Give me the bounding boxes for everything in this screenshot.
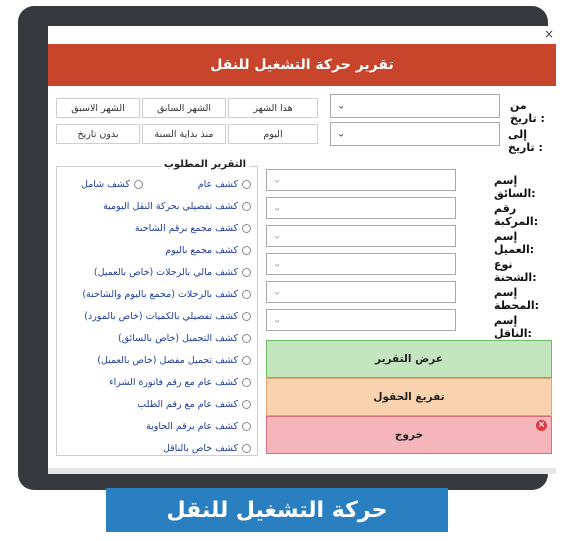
- radio-icon[interactable]: [242, 246, 251, 255]
- radio-icon[interactable]: [242, 378, 251, 387]
- report-option-quantities-supplier[interactable]: كشف تفصيلي بالكميات (خاص بالمورد): [84, 311, 251, 322]
- chevron-down-icon: ⌄: [337, 100, 346, 112]
- radio-icon[interactable]: [242, 202, 251, 211]
- today-button[interactable]: اليوم: [228, 124, 318, 144]
- show-report-button[interactable]: عرض التقرير: [266, 340, 552, 378]
- radio-icon[interactable]: [242, 180, 251, 189]
- chevron-down-icon: ⌄: [273, 286, 282, 298]
- report-type-group: [56, 159, 258, 456]
- window-close-icon[interactable]: ×: [543, 27, 554, 41]
- report-option-financial-customer[interactable]: كشف مالي بالرحلات (خاص بالعميل): [94, 267, 251, 278]
- radio-icon[interactable]: [242, 334, 251, 343]
- radio-icon[interactable]: [242, 224, 251, 233]
- chevron-down-icon: ⌄: [337, 128, 346, 140]
- device-frame: [18, 6, 554, 490]
- report-group-title: التقرير المطلوب: [161, 159, 249, 170]
- to-date-label: إلى تاريخ :: [508, 128, 543, 154]
- radio-icon[interactable]: [242, 312, 251, 321]
- carrier-label: إسم الناقل:: [494, 314, 532, 340]
- radio-icon[interactable]: [242, 422, 251, 431]
- previous-month-button[interactable]: الشهر السابق: [142, 98, 226, 118]
- close-circle-icon: ×: [537, 420, 546, 430]
- radio-icon[interactable]: [242, 290, 251, 299]
- from-date-label: من تاريخ :: [510, 99, 545, 125]
- month-before-previous-button[interactable]: الشهر الاسبق: [56, 98, 140, 118]
- window-bottom-strip: [48, 468, 556, 474]
- report-option-trips-day-truck[interactable]: كشف بالرحلات (مجمع باليوم والشاحنة): [82, 289, 251, 300]
- report-option-carrier[interactable]: كشف خاص بالناقل: [163, 443, 251, 454]
- report-option-by-day[interactable]: كشف مجمع باليوم: [165, 245, 251, 256]
- shipment-type-label: نوع الشحنة:: [494, 258, 537, 284]
- from-date-combo[interactable]: [330, 94, 500, 118]
- this-month-button[interactable]: هذا الشهر: [228, 98, 318, 118]
- radio-icon[interactable]: [134, 180, 143, 189]
- chevron-down-icon: ⌄: [273, 258, 282, 270]
- customer-combo[interactable]: [266, 225, 456, 247]
- customer-label: إسم العميل:: [494, 230, 535, 256]
- report-option-daily-detail[interactable]: كشف تفصيلي بحركة النقل اليومية: [103, 201, 251, 212]
- exit-label: خروج: [394, 429, 424, 441]
- station-combo[interactable]: [266, 281, 456, 303]
- report-option-loading-customer[interactable]: كشف تحميل مفصل (خاص بالعميل): [97, 355, 251, 366]
- shipment-type-combo[interactable]: [266, 253, 456, 275]
- driver-label: إسم السائق:: [494, 174, 536, 200]
- no-date-button[interactable]: بدون تاريخ: [56, 124, 140, 144]
- report-option-loading-driver[interactable]: كشف التحميل (خاص بالسائق): [118, 333, 251, 344]
- feature-banner: حركة التشغيل للنقل: [106, 488, 448, 532]
- radio-icon[interactable]: [242, 268, 251, 277]
- chevron-down-icon: ⌄: [273, 230, 282, 242]
- report-option-comprehensive[interactable]: كشف شامل: [81, 179, 143, 190]
- radio-icon[interactable]: [242, 444, 251, 453]
- chevron-down-icon: ⌄: [273, 314, 282, 326]
- window-title: تقرير حركة التشغيل للنقل: [48, 44, 556, 86]
- radio-icon[interactable]: [242, 400, 251, 409]
- chevron-down-icon: ⌄: [273, 202, 282, 214]
- to-date-combo[interactable]: [330, 122, 500, 146]
- chevron-down-icon: ⌄: [273, 174, 282, 186]
- report-option-general[interactable]: كشف عام: [198, 179, 251, 190]
- carrier-combo[interactable]: [266, 309, 456, 331]
- report-option-by-truck[interactable]: كشف مجمع برقم الشاحنة: [135, 223, 251, 234]
- since-year-start-button[interactable]: منذ بداية السنة: [142, 124, 226, 144]
- radio-icon[interactable]: [242, 356, 251, 365]
- clear-fields-button[interactable]: تفريغ الحقول: [266, 378, 552, 416]
- report-option-order-number[interactable]: كشف عام مع رقم الطلب: [137, 399, 251, 410]
- vehicle-combo[interactable]: [266, 197, 456, 219]
- driver-combo[interactable]: [266, 169, 456, 191]
- exit-button[interactable]: [266, 416, 552, 454]
- app-window: [48, 26, 556, 474]
- vehicle-label: رقم المركبة:: [494, 202, 539, 228]
- report-option-purchase-invoice[interactable]: كشف عام مع رقم فاتورة الشراء: [109, 377, 251, 388]
- station-label: إسم المحطة:: [494, 286, 539, 312]
- report-option-container[interactable]: كشف عام برقم الحاوية: [146, 421, 251, 432]
